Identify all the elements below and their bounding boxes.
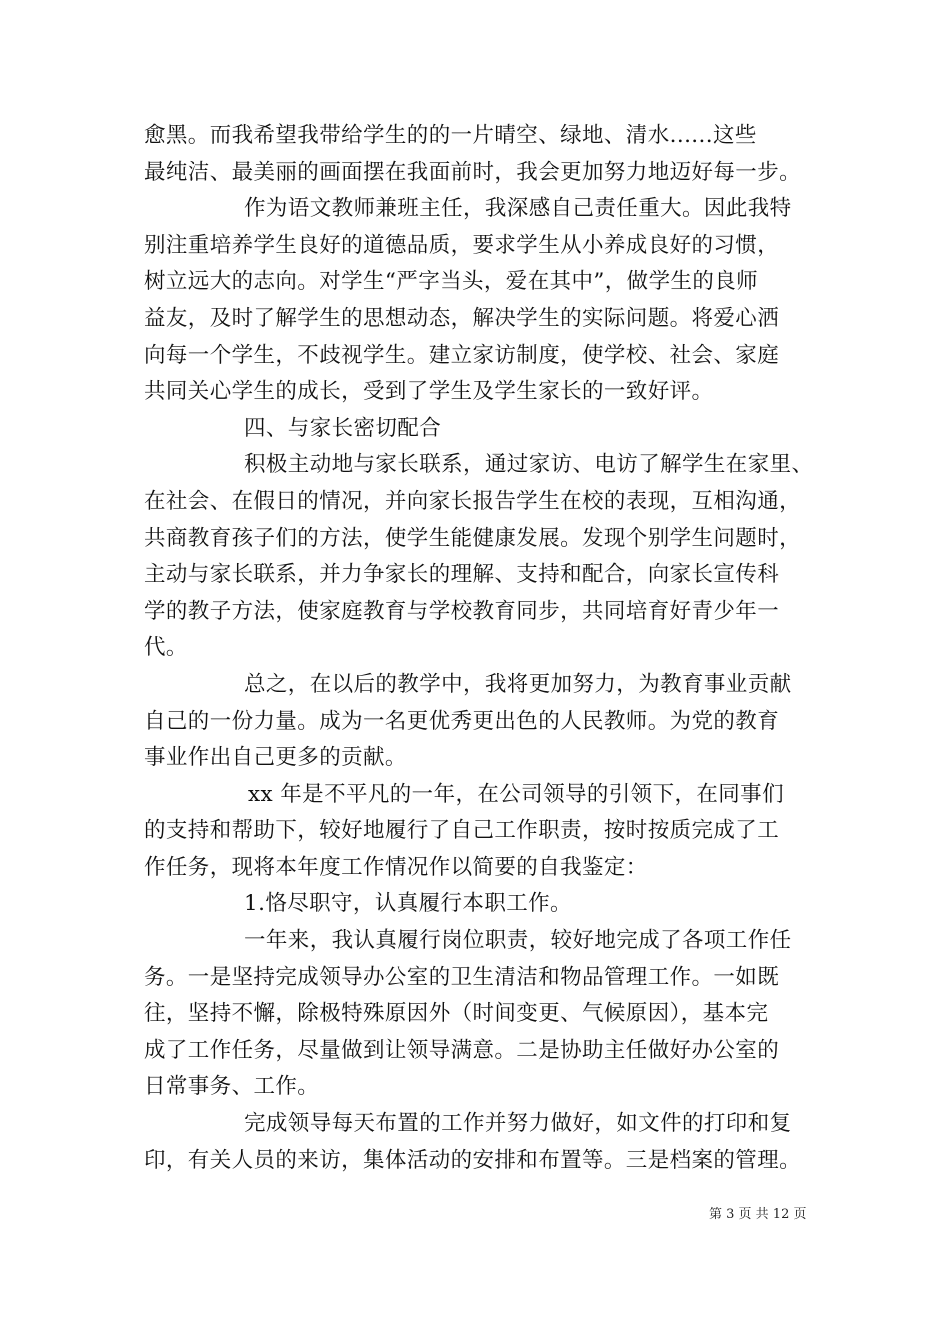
paragraph-start-line: 作为语文教师兼班主任，我深感自己责任重大。因此我特: [244, 196, 792, 222]
paragraph-start-line: 一年来，我认真履行岗位职责，较好地完成了各项工作任: [244, 928, 792, 954]
text-line: 成了工作任务，尽量做到让领导满意。二是协助主任做好办公室的: [144, 1037, 780, 1063]
paragraph-start-line: 完成领导每天布置的工作并努力做好，如文件的打印和复: [244, 1111, 792, 1137]
text-line: 共商教育孩子们的方法，使学生能健康发展。发现个别学生问题时，: [144, 525, 802, 551]
text-line: 务。一是坚持完成领导办公室的卫生清洁和物品管理工作。一如既: [144, 964, 780, 990]
paragraph-start-line: xx 年是不平凡的一年，在公司领导的引领下，在同事们: [248, 781, 784, 807]
section-heading: 四、与家长密切配合: [244, 415, 442, 441]
text-line: 向每一个学生，不歧视学生。建立家访制度，使学校、社会、家庭: [144, 342, 780, 368]
text-line: 代。: [144, 635, 188, 661]
numbered-heading: 1.恪尽职守，认真履行本职工作。: [244, 891, 572, 917]
text-line: 最纯洁、最美丽的画面摆在我面前时，我会更加努力地迈好每一步。: [144, 159, 802, 185]
text-line: 愈黑。而我希望我带给学生的的一片晴空、绿地、清水......这些: [144, 123, 757, 148]
page-number-footer: 第 3 页 共 12 页: [709, 1207, 807, 1222]
text-line: 别注重培养学生良好的道德品质，要求学生从小养成良好的习惯，: [144, 232, 780, 258]
text-line: 益友，及时了解学生的思想动态，解决学生的实际问题。将爱心洒: [144, 305, 780, 331]
paragraph-start-line: 积极主动地与家长联系，通过家访、电访了解学生在家里、: [244, 452, 814, 478]
text-line: 学的教子方法，使家庭教育与学校教育同步，共同培育好青少年一: [144, 598, 780, 624]
text-line: 事业作出自己更多的贡献。: [144, 745, 407, 771]
text-line: 往，坚持不懈，除极特殊原因外（时间变更、气候原因），基本完: [144, 1001, 769, 1027]
text-line: 在社会、在假日的情况，并向家长报告学生在校的表现，互相沟通，: [144, 488, 802, 514]
text-line: 日常事务、工作。: [144, 1074, 320, 1100]
text-line: 印，有关人员的来访，集体活动的安排和布置等。三是档案的管理。: [144, 1147, 802, 1173]
paragraph-start-line: 总之，在以后的教学中，我将更加努力，为教育事业贡献: [244, 671, 792, 697]
text-line: 共同关心学生的成长，受到了学生及学生家长的一致好评。: [144, 379, 714, 405]
text-line: 自己的一份力量。成为一名更优秀更出色的人民教师。为党的教育: [144, 708, 780, 734]
text-line: 作任务，现将本年度工作情况作以简要的自我鉴定：: [144, 854, 648, 880]
text-line: 的支持和帮助下，较好地履行了自己工作职责，按时按质完成了工: [144, 818, 780, 844]
document-body: [144, 118, 814, 1179]
text-line: 树立远大的志向。对学生“严字当头，爱在其中”，做学生的良师: [144, 269, 759, 295]
text-line: 主动与家长联系，并力争家长的理解、支持和配合，向家长宣传科: [144, 562, 780, 588]
